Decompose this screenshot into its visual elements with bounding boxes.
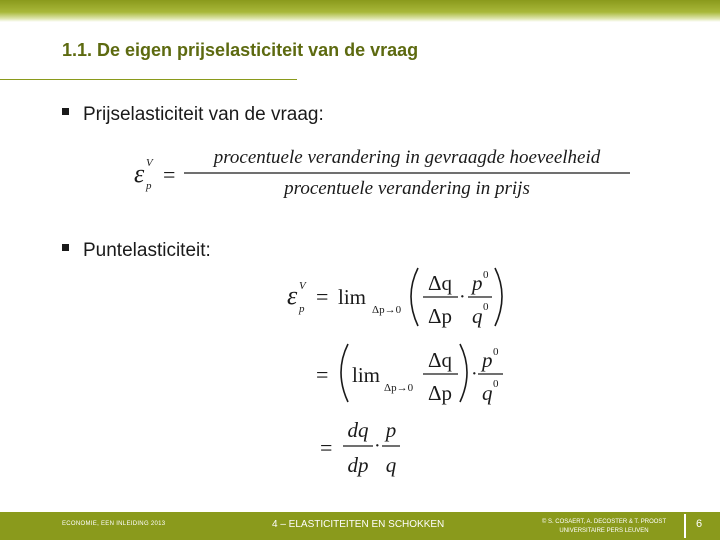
header-band (0, 0, 720, 22)
q-zero: q (472, 304, 483, 328)
equals-sign: = (320, 435, 333, 460)
q-variable: q (385, 453, 397, 477)
dot-operator: · (374, 435, 381, 457)
lim-subscript: Δp→0 (384, 382, 414, 394)
right-paren (460, 344, 467, 402)
equals-sign: = (163, 162, 176, 187)
footer-separator (684, 514, 686, 538)
bullet-text: Prijselasticiteit van de vraag: (83, 104, 324, 125)
left-paren (341, 344, 348, 402)
dp: dp (347, 453, 369, 477)
lim-subscript: Δp→0 (372, 304, 402, 316)
fraction-numerator: procentuele verandering in gevraagde hoeveelheid (213, 147, 601, 168)
delta-q: Δq (427, 348, 453, 372)
epsilon-symbol: ε (287, 281, 298, 310)
bullet-square-icon (62, 244, 69, 251)
p-zero-superscript: 0 (493, 346, 499, 358)
right-paren (495, 268, 502, 326)
footer-chapter-title: 4 – ELASTICITEITEN EN SCHOKKEN (272, 519, 445, 530)
footer-copyright-line1: © S. COSAERT, A. DECOSTER & T. PROOST (541, 519, 667, 525)
q-zero: q (482, 381, 493, 405)
epsilon-subscript: p (146, 180, 152, 192)
p-variable: p (385, 418, 397, 442)
bullet-item (62, 104, 324, 126)
lim-label: lim (352, 363, 381, 387)
footer-copyright (528, 518, 680, 536)
p-zero: p (482, 348, 493, 372)
epsilon-subscript: p (299, 303, 305, 315)
delta-p: Δp (427, 304, 453, 328)
q-zero-superscript: 0 (493, 378, 499, 390)
bullet-text: Puntelasticiteit: (83, 240, 211, 261)
dot-operator: · (459, 286, 466, 308)
epsilon-superscript: V (146, 157, 153, 169)
equals-sign: = (316, 284, 329, 309)
epsilon-symbol: ε (134, 159, 145, 188)
slide-title: 1.1. De eigen prijselasticiteit van de vraag (62, 40, 419, 60)
dot-operator: · (471, 363, 478, 385)
lim-label: lim (338, 285, 367, 309)
footer-copyright-line2: UNIVERSITAIRE PERS LEUVEN (559, 528, 649, 534)
page-number: 6 (696, 518, 703, 530)
p-zero-superscript: 0 (483, 269, 489, 281)
p-zero: p (472, 271, 483, 295)
q-zero-superscript: 0 (483, 301, 489, 313)
bullet-square-icon (62, 108, 69, 115)
fraction-denominator: procentuele verandering in prijs (284, 178, 530, 199)
epsilon-superscript: V (299, 280, 306, 292)
delta-p: Δp (427, 381, 453, 405)
bullet-item (62, 240, 211, 262)
footer-left-text: ECONOMIE, EEN INLEIDING 2013 (62, 521, 166, 527)
delta-q: Δq (427, 271, 453, 295)
dq: dq (347, 418, 369, 442)
left-paren (411, 268, 418, 326)
equals-sign: = (316, 362, 329, 387)
title-underline (0, 79, 297, 80)
